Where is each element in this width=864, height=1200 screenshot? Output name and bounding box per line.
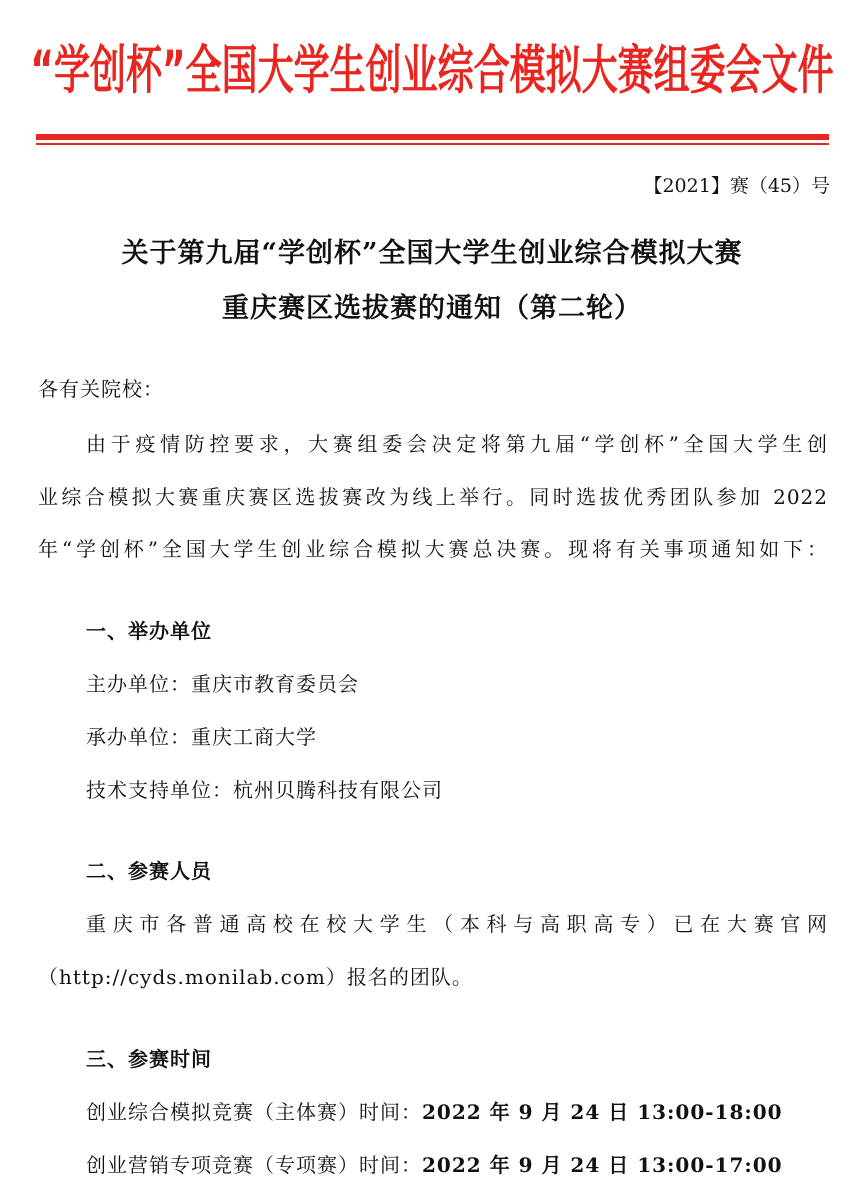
schedule-main-label: 创业综合模拟竞赛（主体赛）时间： xyxy=(86,1100,422,1124)
document-header-title: “学创杯”全国大学生创业综合模拟大赛组委会文件 xyxy=(30,41,834,102)
header-divider-thin xyxy=(36,143,829,145)
intro-line-2: 业综合模拟大赛重庆赛区选拔赛改为线上举行。同时选拔优秀团队参加 2022 xyxy=(38,485,828,509)
intro-line-3: 年“学创杯”全国大学生创业综合模拟大赛总决赛。现将有关事项通知如下： xyxy=(38,537,828,561)
participants-line-1: 重庆市各普通高校在校大学生（本科与高职高专）已在大赛官网 xyxy=(86,912,828,936)
intro-line-1: 由于疫情防控要求，大赛组委会决定将第九届“学创杯”全国大学生创 xyxy=(86,432,828,456)
section-heading-organizers: 一、举办单位 xyxy=(86,619,212,643)
notice-title-line-2: 重庆赛区选拔赛的通知（第二轮） xyxy=(222,293,642,324)
schedule-item-special xyxy=(86,1149,783,1178)
section-heading-participants: 二、参赛人员 xyxy=(86,859,212,883)
schedule-special-time: 2022 年 9 月 24 日 13:00-17:00 xyxy=(422,1153,783,1177)
document-number: 【2021】赛（45）号 xyxy=(643,175,830,197)
participants-line-2: （http://cyds.monilab.com）报名的团队。 xyxy=(38,965,473,989)
tech-support-line: 技术支持单位：杭州贝腾科技有限公司 xyxy=(86,778,443,802)
organizer-line: 主办单位：重庆市教育委员会 xyxy=(86,672,359,696)
header-divider-thick xyxy=(36,134,829,140)
notice-title-line-1: 关于第九届“学创杯”全国大学生创业综合模拟大赛 xyxy=(121,238,743,269)
schedule-special-label: 创业营销专项竞赛（专项赛）时间： xyxy=(86,1153,422,1177)
schedule-item-main xyxy=(86,1096,783,1125)
salutation: 各有关院校： xyxy=(38,377,164,401)
schedule-main-time: 2022 年 9 月 24 日 13:00-18:00 xyxy=(422,1100,783,1124)
section-heading-schedule: 三、参赛时间 xyxy=(86,1047,212,1071)
host-line: 承办单位：重庆工商大学 xyxy=(86,725,317,749)
